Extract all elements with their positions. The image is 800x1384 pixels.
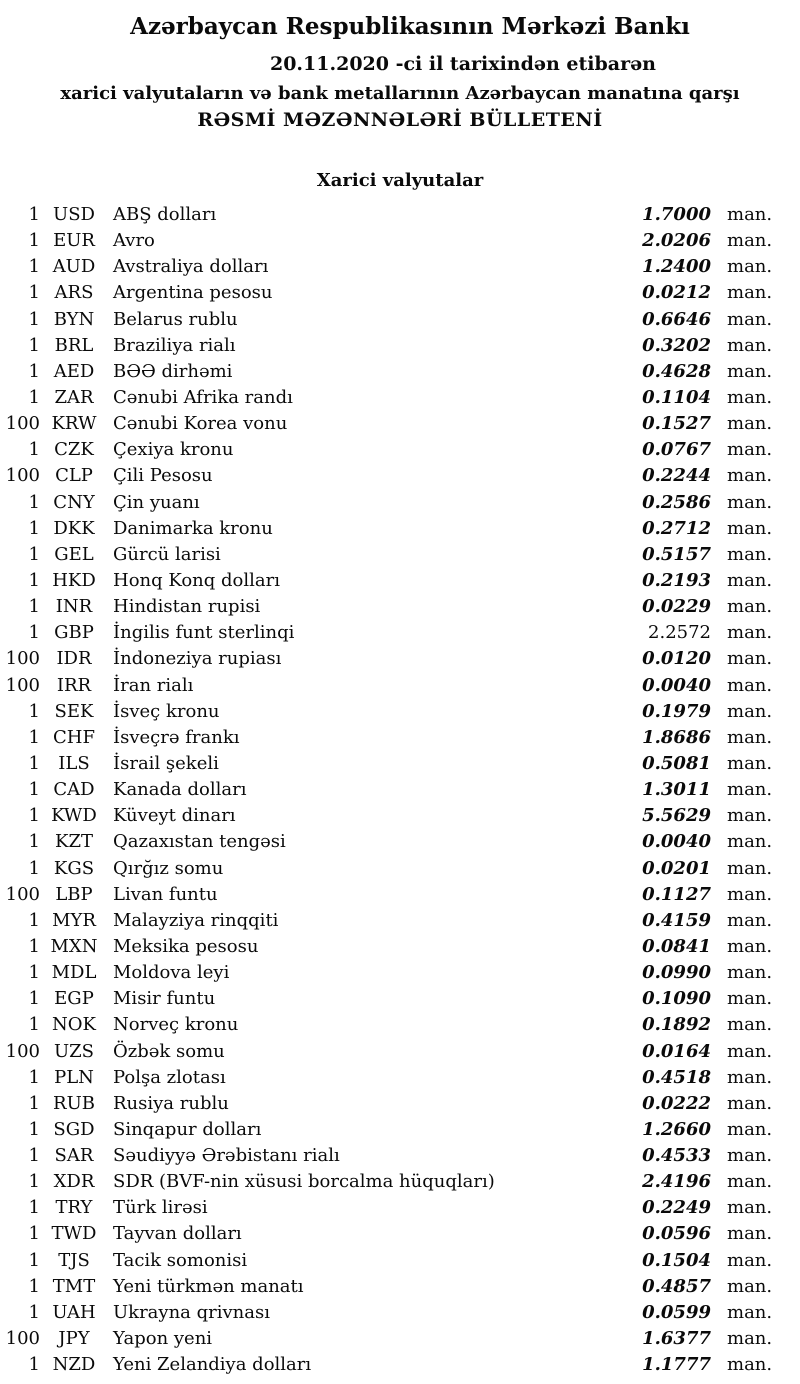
rate-row bbox=[0, 1248, 800, 1274]
rate-value: 0.2586 bbox=[642, 491, 711, 513]
nominal-cell: 100 bbox=[5, 1328, 40, 1350]
rate-row bbox=[0, 1274, 800, 1300]
currency-name: Meksika pesosu bbox=[113, 935, 259, 957]
unit-label: man. bbox=[727, 648, 773, 670]
rate-row bbox=[0, 934, 800, 960]
rate-row bbox=[0, 829, 800, 855]
rate-value: 1.6377 bbox=[642, 1328, 711, 1350]
currency-code: NOK bbox=[52, 1014, 96, 1036]
currency-code: GEL bbox=[54, 543, 94, 565]
nominal-cell: 1 bbox=[28, 1354, 40, 1376]
rate-value: 0.2712 bbox=[642, 517, 711, 539]
rate-value: 1.2400 bbox=[642, 256, 711, 278]
currency-code: CHF bbox=[53, 726, 95, 748]
rate-row bbox=[0, 411, 800, 437]
unit-label: man. bbox=[727, 334, 773, 356]
currency-name: SDR (BVF-nin xüsusi borcalma hüquqları) bbox=[113, 1171, 495, 1193]
currency-name: Rusiya rublu bbox=[113, 1092, 229, 1114]
currency-name: Qırğız somu bbox=[113, 857, 224, 879]
nominal-cell: 1 bbox=[28, 491, 40, 513]
rate-value: 0.3202 bbox=[642, 334, 711, 356]
unit-label: man. bbox=[727, 1092, 773, 1114]
currency-code: EUR bbox=[53, 230, 95, 252]
rate-value: 0.5157 bbox=[642, 543, 711, 565]
rate-value: 0.0040 bbox=[642, 674, 711, 696]
nominal-cell: 100 bbox=[5, 413, 40, 435]
unit-label: man. bbox=[727, 465, 773, 487]
currency-name: Hindistan rupisi bbox=[113, 596, 261, 618]
rate-value: 0.1979 bbox=[642, 700, 711, 722]
rate-row bbox=[0, 1117, 800, 1143]
rate-value: 0.1892 bbox=[642, 1014, 711, 1036]
nominal-cell: 1 bbox=[28, 517, 40, 539]
unit-label: man. bbox=[727, 413, 773, 435]
rate-row bbox=[0, 490, 800, 516]
currency-name: BƏƏ dirhəmi bbox=[113, 360, 233, 382]
currency-name: Çexiya kronu bbox=[113, 439, 234, 461]
rate-row bbox=[0, 1169, 800, 1195]
currency-code: CAD bbox=[53, 779, 95, 801]
rate-value: 0.1104 bbox=[642, 386, 711, 408]
nominal-cell: 1 bbox=[28, 752, 40, 774]
rate-value: 0.4159 bbox=[642, 909, 711, 931]
currency-code: AUD bbox=[52, 256, 96, 278]
rate-row bbox=[0, 1039, 800, 1065]
currency-name: Cənubi Afrika randı bbox=[113, 386, 293, 408]
unit-label: man. bbox=[727, 439, 773, 461]
rate-row bbox=[0, 307, 800, 333]
currency-name: Sinqapur dolları bbox=[113, 1118, 262, 1140]
unit-label: man. bbox=[727, 1014, 773, 1036]
currency-name: Yeni Zelandiya dolları bbox=[113, 1354, 312, 1376]
nominal-cell: 1 bbox=[28, 726, 40, 748]
rate-value: 0.2193 bbox=[642, 569, 711, 591]
rate-row bbox=[0, 385, 800, 411]
nominal-cell: 1 bbox=[28, 1197, 40, 1219]
rate-row bbox=[0, 228, 800, 254]
rate-value: 0.0120 bbox=[642, 648, 711, 670]
currency-name: İngilis funt sterlinqi bbox=[113, 622, 295, 644]
currency-name: Malayziya rinqqiti bbox=[113, 909, 279, 931]
rate-row bbox=[0, 856, 800, 882]
rate-value: 0.6646 bbox=[642, 308, 711, 330]
section-title-foreign-currencies: Xarici valyutalar bbox=[316, 170, 484, 191]
unit-label: man. bbox=[727, 282, 773, 304]
nominal-cell: 1 bbox=[28, 1249, 40, 1271]
rate-row bbox=[0, 1012, 800, 1038]
rate-value: 0.0229 bbox=[642, 596, 711, 618]
nominal-cell: 1 bbox=[28, 622, 40, 644]
nominal-cell: 1 bbox=[28, 1301, 40, 1323]
currency-code: INR bbox=[55, 596, 93, 618]
nominal-cell: 1 bbox=[28, 569, 40, 591]
currency-name: İran rialı bbox=[113, 674, 194, 696]
rate-value: 0.1127 bbox=[642, 883, 711, 905]
rate-value: 0.4518 bbox=[642, 1066, 711, 1088]
nominal-cell: 1 bbox=[28, 831, 40, 853]
unit-label: man. bbox=[727, 752, 773, 774]
currency-code: KRW bbox=[51, 413, 97, 435]
nominal-cell: 1 bbox=[28, 988, 40, 1010]
rate-row bbox=[0, 803, 800, 829]
nominal-cell: 100 bbox=[5, 883, 40, 905]
nominal-cell: 1 bbox=[28, 857, 40, 879]
nominal-cell: 1 bbox=[28, 1118, 40, 1140]
unit-label: man. bbox=[727, 491, 773, 513]
rate-row bbox=[0, 1352, 800, 1378]
currency-code: TJS bbox=[58, 1249, 90, 1271]
currency-name: Ukrayna qrivnası bbox=[113, 1301, 270, 1323]
currency-name: İsveçrə frankı bbox=[113, 726, 240, 748]
nominal-cell: 1 bbox=[28, 256, 40, 278]
nominal-cell: 1 bbox=[28, 204, 40, 225]
rate-value: 0.0767 bbox=[642, 439, 711, 461]
unit-label: man. bbox=[727, 1249, 773, 1271]
nominal-cell: 1 bbox=[28, 1223, 40, 1245]
rate-value: 2.0206 bbox=[642, 230, 711, 252]
currency-code: AED bbox=[53, 360, 95, 382]
currency-name: Yeni türkmən manatı bbox=[113, 1275, 304, 1297]
currency-name: ABŞ dolları bbox=[113, 204, 217, 225]
rate-value: 0.2244 bbox=[642, 465, 711, 487]
nominal-cell: 100 bbox=[5, 674, 40, 696]
currency-code: IRR bbox=[56, 674, 92, 696]
currency-code: TRY bbox=[55, 1197, 93, 1219]
rate-value: 1.2660 bbox=[642, 1118, 711, 1140]
rate-value: 0.2249 bbox=[642, 1197, 711, 1219]
currency-name: Gürcü larisi bbox=[113, 543, 221, 565]
currency-name: İndoneziya rupiası bbox=[113, 648, 282, 670]
nominal-cell: 1 bbox=[28, 360, 40, 382]
rate-value: 0.1090 bbox=[642, 988, 711, 1010]
nominal-cell: 1 bbox=[28, 909, 40, 931]
unit-label: man. bbox=[727, 569, 773, 591]
rate-row bbox=[0, 882, 800, 908]
rate-value: 0.0599 bbox=[642, 1301, 711, 1323]
currency-code: XDR bbox=[53, 1171, 95, 1193]
currency-name: Avro bbox=[113, 230, 155, 252]
unit-label: man. bbox=[727, 308, 773, 330]
rate-row bbox=[0, 908, 800, 934]
rate-row bbox=[0, 673, 800, 699]
currency-code: PLN bbox=[54, 1066, 94, 1088]
rate-row bbox=[0, 437, 800, 463]
currency-code: LBP bbox=[55, 883, 93, 905]
unit-label: man. bbox=[727, 230, 773, 252]
currency-name: Danimarka kronu bbox=[113, 517, 273, 539]
currency-code: EGP bbox=[54, 988, 94, 1010]
unit-label: man. bbox=[727, 204, 773, 225]
rate-value: 0.0841 bbox=[642, 935, 711, 957]
rate-value: 0.0040 bbox=[642, 831, 711, 853]
nominal-cell: 1 bbox=[28, 1092, 40, 1114]
rate-value: 0.4857 bbox=[642, 1275, 711, 1297]
currency-code: DKK bbox=[53, 517, 95, 539]
rate-row bbox=[0, 699, 800, 725]
currency-name: Livan funtu bbox=[113, 883, 218, 905]
currency-code: USD bbox=[53, 204, 95, 225]
nominal-cell: 1 bbox=[28, 386, 40, 408]
unit-label: man. bbox=[727, 1066, 773, 1088]
currency-code: KWD bbox=[51, 805, 97, 827]
rate-row bbox=[0, 1326, 800, 1352]
unit-label: man. bbox=[727, 779, 773, 801]
nominal-cell: 1 bbox=[28, 700, 40, 722]
unit-label: man. bbox=[727, 831, 773, 853]
rate-value: 1.8686 bbox=[642, 726, 711, 748]
currency-name: Özbək somu bbox=[113, 1040, 225, 1062]
bulletin-subtitle: xarici valyutaların və bank metallarının Azərbaycan manatına qarşı bbox=[60, 83, 740, 104]
rates-table bbox=[0, 202, 800, 1378]
unit-label: man. bbox=[727, 256, 773, 278]
unit-label: man. bbox=[727, 935, 773, 957]
rate-row bbox=[0, 568, 800, 594]
unit-label: man. bbox=[727, 1354, 773, 1376]
currency-code: CZK bbox=[54, 439, 94, 461]
currency-name: Çili Pesosu bbox=[113, 465, 213, 487]
rate-value: 0.0201 bbox=[642, 857, 711, 879]
currency-name: Yapon yeni bbox=[113, 1328, 213, 1350]
rate-row bbox=[0, 777, 800, 803]
currency-code: MYR bbox=[52, 909, 96, 931]
currency-code: SEK bbox=[54, 700, 94, 722]
currency-code: GBP bbox=[54, 622, 94, 644]
currency-name: Qazaxıstan tengəsi bbox=[113, 831, 286, 853]
currency-name: Səudiyyə Ərəbistanı rialı bbox=[113, 1145, 340, 1167]
currency-code: MDL bbox=[51, 962, 97, 984]
unit-label: man. bbox=[727, 543, 773, 565]
currency-code: JPY bbox=[58, 1328, 90, 1350]
currency-name: Çin yuanı bbox=[113, 491, 200, 513]
currency-code: SGD bbox=[53, 1118, 95, 1140]
rate-row bbox=[0, 280, 800, 306]
currency-code: CNY bbox=[53, 491, 95, 513]
nominal-cell: 1 bbox=[28, 334, 40, 356]
rate-value: 0.0222 bbox=[642, 1092, 711, 1114]
rate-value: 0.4533 bbox=[642, 1145, 711, 1167]
unit-label: man. bbox=[727, 674, 773, 696]
rate-row bbox=[0, 1195, 800, 1221]
rate-row bbox=[0, 516, 800, 542]
unit-label: man. bbox=[727, 1145, 773, 1167]
currency-code: IDR bbox=[56, 648, 92, 670]
currency-code: ARS bbox=[54, 282, 94, 304]
currency-code: HKD bbox=[52, 569, 96, 591]
rate-row bbox=[0, 646, 800, 672]
currency-code: BYN bbox=[53, 308, 95, 330]
currency-code: ZAR bbox=[54, 386, 94, 408]
bulletin-title: RƏSMİ MƏZƏNNƏLƏRİ BÜLLETENİ bbox=[197, 109, 603, 131]
rate-row bbox=[0, 1221, 800, 1247]
rate-row bbox=[0, 986, 800, 1012]
unit-label: man. bbox=[727, 596, 773, 618]
currency-code: NZD bbox=[52, 1354, 96, 1376]
nominal-cell: 1 bbox=[28, 1066, 40, 1088]
rate-value: 1.7000 bbox=[642, 204, 711, 225]
unit-label: man. bbox=[727, 1171, 773, 1193]
rate-value: 0.0164 bbox=[642, 1040, 711, 1062]
rate-row bbox=[0, 542, 800, 568]
currency-code: KGS bbox=[53, 857, 95, 879]
currency-name: Cənubi Korea vonu bbox=[113, 413, 288, 435]
unit-label: man. bbox=[727, 883, 773, 905]
currency-name: Türk lirəsi bbox=[113, 1197, 208, 1219]
currency-name: Kanada dolları bbox=[113, 779, 247, 801]
currency-name: Avstraliya dolları bbox=[113, 256, 269, 278]
currency-code: BRL bbox=[54, 334, 94, 356]
rate-value: 2.2572 bbox=[648, 622, 711, 644]
unit-label: man. bbox=[727, 805, 773, 827]
unit-label: man. bbox=[727, 517, 773, 539]
currency-code: UZS bbox=[53, 1040, 94, 1062]
unit-label: man. bbox=[727, 726, 773, 748]
rate-row bbox=[0, 202, 800, 228]
unit-label: man. bbox=[727, 1301, 773, 1323]
rate-row bbox=[0, 359, 800, 385]
rate-row bbox=[0, 620, 800, 646]
currency-name: Braziliya rialı bbox=[113, 334, 236, 356]
effective-date-line: 20.11.2020 -ci il tarixindən etibarən bbox=[269, 53, 656, 75]
currency-name: Honq Konq dolları bbox=[113, 569, 280, 591]
unit-label: man. bbox=[727, 988, 773, 1010]
unit-label: man. bbox=[727, 962, 773, 984]
rate-value: 0.5081 bbox=[642, 752, 711, 774]
nominal-cell: 1 bbox=[28, 935, 40, 957]
unit-label: man. bbox=[727, 1275, 773, 1297]
rate-value: 5.5629 bbox=[642, 805, 711, 827]
rate-value: 0.4628 bbox=[642, 360, 711, 382]
currency-name: Tayvan dolları bbox=[113, 1223, 242, 1245]
currency-name: Misir funtu bbox=[113, 988, 216, 1010]
unit-label: man. bbox=[727, 360, 773, 382]
currency-code: TWD bbox=[51, 1223, 97, 1245]
rate-value: 0.0596 bbox=[642, 1223, 711, 1245]
rate-row bbox=[0, 751, 800, 777]
unit-label: man. bbox=[727, 1223, 773, 1245]
unit-label: man. bbox=[727, 386, 773, 408]
nominal-cell: 1 bbox=[28, 439, 40, 461]
currency-code: RUB bbox=[53, 1092, 95, 1114]
nominal-cell: 100 bbox=[5, 465, 40, 487]
currency-name: Polşa zlotası bbox=[113, 1066, 226, 1088]
currency-name: Belarus rublu bbox=[113, 308, 238, 330]
rate-row bbox=[0, 333, 800, 359]
nominal-cell: 1 bbox=[28, 543, 40, 565]
currency-name: Tacik somonisi bbox=[113, 1249, 248, 1271]
currency-name: Norveç kronu bbox=[113, 1014, 239, 1036]
unit-label: man. bbox=[727, 1328, 773, 1350]
unit-label: man. bbox=[727, 909, 773, 931]
nominal-cell: 1 bbox=[28, 962, 40, 984]
unit-label: man. bbox=[727, 1197, 773, 1219]
rate-value: 0.0212 bbox=[642, 282, 711, 304]
currency-code: SAR bbox=[54, 1145, 94, 1167]
nominal-cell: 1 bbox=[28, 230, 40, 252]
nominal-cell: 1 bbox=[28, 282, 40, 304]
rate-row bbox=[0, 254, 800, 280]
currency-name: Argentina pesosu bbox=[113, 282, 273, 304]
rate-row bbox=[0, 1300, 800, 1326]
rate-value: 1.3011 bbox=[642, 779, 711, 801]
nominal-cell: 100 bbox=[5, 1040, 40, 1062]
currency-code: TMT bbox=[52, 1275, 96, 1297]
rate-row bbox=[0, 463, 800, 489]
nominal-cell: 1 bbox=[28, 805, 40, 827]
nominal-cell: 100 bbox=[5, 648, 40, 670]
nominal-cell: 1 bbox=[28, 779, 40, 801]
currency-name: İsveç kronu bbox=[113, 700, 220, 722]
rate-value: 1.1777 bbox=[642, 1354, 711, 1376]
rate-value: 0.0990 bbox=[642, 962, 711, 984]
currency-code: KZT bbox=[55, 831, 93, 853]
rate-value: 2.4196 bbox=[642, 1171, 711, 1193]
rate-row bbox=[0, 725, 800, 751]
rate-value: 0.1504 bbox=[642, 1249, 711, 1271]
currency-name: Moldova leyi bbox=[113, 962, 230, 984]
currency-name: İsrail şekeli bbox=[113, 752, 219, 774]
unit-label: man. bbox=[727, 1118, 773, 1140]
unit-label: man. bbox=[727, 622, 773, 644]
nominal-cell: 1 bbox=[28, 596, 40, 618]
bank-name-title: Azərbaycan Respublikasının Mərkəzi Bankı bbox=[130, 13, 690, 40]
rate-row bbox=[0, 594, 800, 620]
unit-label: man. bbox=[727, 1040, 773, 1062]
bulletin-header bbox=[0, 12, 800, 133]
currency-code: CLP bbox=[55, 465, 93, 487]
currency-code: UAH bbox=[52, 1301, 96, 1323]
nominal-cell: 1 bbox=[28, 1014, 40, 1036]
nominal-cell: 1 bbox=[28, 1171, 40, 1193]
unit-label: man. bbox=[727, 700, 773, 722]
currency-name: Küveyt dinarı bbox=[113, 805, 236, 827]
nominal-cell: 1 bbox=[28, 308, 40, 330]
unit-label: man. bbox=[727, 857, 773, 879]
nominal-cell: 1 bbox=[28, 1145, 40, 1167]
rate-row bbox=[0, 1065, 800, 1091]
rate-value: 0.1527 bbox=[642, 413, 711, 435]
currency-code: ILS bbox=[58, 752, 90, 774]
rate-row bbox=[0, 1091, 800, 1117]
rate-row bbox=[0, 1143, 800, 1169]
currency-code: MXN bbox=[50, 935, 98, 957]
rate-row bbox=[0, 960, 800, 986]
nominal-cell: 1 bbox=[28, 1275, 40, 1297]
